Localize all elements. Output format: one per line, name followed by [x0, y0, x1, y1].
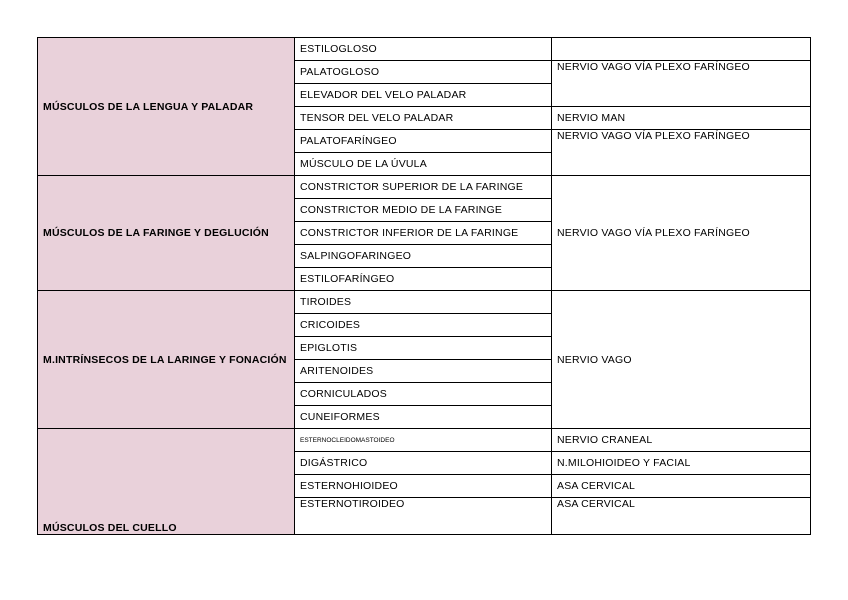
muscle-cell: ESTERNOTIROIDEO: [295, 498, 552, 535]
table-row: [38, 38, 811, 61]
muscle-cell: CUNEIFORMES: [295, 406, 552, 429]
nerve-cell: NERVIO VAGO VÍA PLEXO FARÍNGEO: [552, 61, 811, 107]
nerve-cell: NERVIO CRANEAL: [552, 429, 811, 452]
group-label: MÚSCULOS DEL CUELLO: [38, 429, 295, 535]
muscle-cell: CORNICULADOS: [295, 383, 552, 406]
muscle-cell: CONSTRICTOR SUPERIOR DE LA FARINGE: [295, 176, 552, 199]
table-row: [38, 176, 811, 199]
muscle-cell: TENSOR DEL VELO PALADAR: [295, 107, 552, 130]
muscle-cell: EPIGLOTIS: [295, 337, 552, 360]
nerve-cell: [552, 38, 811, 61]
muscle-cell: ESTILOGLOSO: [295, 38, 552, 61]
muscle-cell: PALATOFARÍNGEO: [295, 130, 552, 153]
muscle-cell: ESTILOFARÍNGEO: [295, 268, 552, 291]
nerve-cell: NERVIO VAGO VÍA PLEXO FARÍNGEO: [552, 130, 811, 176]
muscle-cell: ESTERNOHIOIDEO: [295, 475, 552, 498]
muscle-cell: PALATOGLOSO: [295, 61, 552, 84]
muscle-cell: SALPINGOFARINGEO: [295, 245, 552, 268]
nerve-cell: ASA CERVICAL: [552, 498, 811, 535]
nerve-cell: NERVIO VAGO: [552, 291, 811, 429]
nerve-cell: N.MILOHIOIDEO Y FACIAL: [552, 452, 811, 475]
muscle-cell: ELEVADOR DEL VELO PALADAR: [295, 84, 552, 107]
muscle-cell: CONSTRICTOR INFERIOR DE LA FARINGE: [295, 222, 552, 245]
group-label: M.INTRÍNSECOS DE LA LARINGE Y FONACIÓN: [38, 291, 295, 429]
nerve-cell: NERVIO VAGO VÍA PLEXO FARÍNGEO: [552, 176, 811, 291]
muscle-cell: ESTERNOCLEIDOMASTOIDEO: [295, 429, 552, 452]
table-row: [38, 291, 811, 314]
group-label: MÚSCULOS DE LA FARINGE Y DEGLUCIÓN: [38, 176, 295, 291]
muscle-innervation-table: [37, 37, 811, 535]
nerve-cell: NERVIO MAN: [552, 107, 811, 130]
muscle-cell: DIGÁSTRICO: [295, 452, 552, 475]
muscle-cell: CRICOIDES: [295, 314, 552, 337]
table-row: [38, 429, 811, 452]
muscle-cell: CONSTRICTOR MEDIO DE LA FARINGE: [295, 199, 552, 222]
muscle-cell: MÚSCULO DE LA ÚVULA: [295, 153, 552, 176]
muscle-cell: ARITENOIDES: [295, 360, 552, 383]
nerve-cell: ASA CERVICAL: [552, 475, 811, 498]
muscle-cell: TIROIDES: [295, 291, 552, 314]
group-label: MÚSCULOS DE LA LENGUA Y PALADAR: [38, 38, 295, 176]
